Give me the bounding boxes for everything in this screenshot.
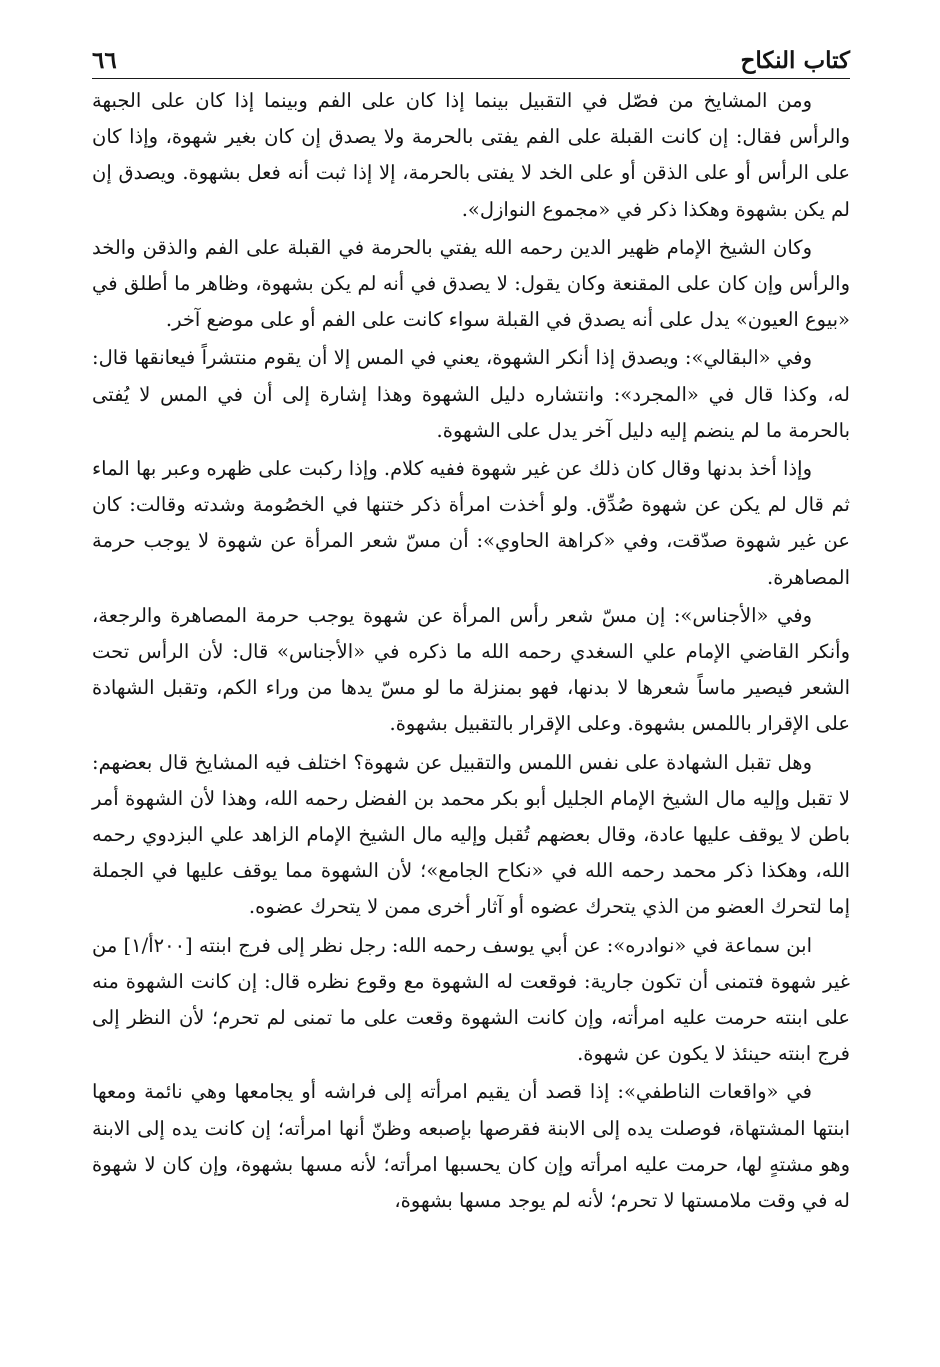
page-header <box>92 30 850 79</box>
page-number: ٦٦ <box>92 47 117 74</box>
paragraph: وكان الشيخ الإمام ظهير الدين رحمه الله يفتي بالحرمة في القبلة على الفم والذقن والخد والرأس وإن كان على المقنعة وكان يقول: لا يصدق في أنه لم يكن بشهوة، وظاهر ما أطلق في «بيوع العيون» يدل على أنه يصدق في القبلة سواء كانت على الفم أو على موضع آخر. <box>92 235 850 332</box>
paragraph: وفي «البقالي»: ويصدق إذا أنكر الشهوة، يعني في المس إلا أن يقوم منتشراً فيعانقها قال: له، وكذا قال في «المجرد»: وانتشاره دليل الشهوة وهذا إشارة إلى أن في المس لا يُفتى بالحرمة ما لم ينضم إليه دليل آخر يدل على الشهوة. <box>92 346 850 442</box>
paragraph: ابن سماعة في «نوادره»: عن أبي يوسف رحمه الله: رجل نظر إلى فرج ابنته [٢٠٠أ/١] من غير شهوة فتمنى أن تكون جارية: فوقعت له الشهوة مع وقوع نظره قال: إن كانت الشهوة منه على ابنته حرمت عليه امرأته، وإن كانت الشهوة وقعت على ما تمنى لم تحرم؛ لأن النظر إلى فرج ابنته حينئذ لا يكون عن شهوة. <box>92 933 850 1066</box>
paragraph: وفي «الأجناس»: إن مسّ شعر رأس المرأة عن شهوة يوجب حرمة المصاهرة والرجعة، وأنكر القاضي الإمام علي السغدي رحمه الله ما ذكره في «الأجناس» قال: لأن الرأس تحت الشعر فيصير ماساً شعرها لا بدنها، فهو بمنزلة ما لو مسّ يدها من وراء الكم، وتقبل الشهادة على الإقرار باللمس بشهوة. وعلى الإقرار بالتقبيل بشهوة. <box>92 603 850 736</box>
page-body <box>92 83 850 1219</box>
running-title: كتاب النكاح <box>740 47 850 74</box>
paragraph: وإذا أخذ بدنها وقال كان ذلك عن غير شهوة ففيه كلام. وإذا ركبت على ظهره وعبر بها الماء ثم قال لم يكن عن شهوة صُدِّق. ولو أخذت امرأة ذكر ختنها في الخصُومة وشدته وقالت: كان عن غير شهوة صدّقت، وفي «كراهة الحاوي»: أن مسّ شعر المرأة عن شهوة لا يوجب حرمة المصاهرة. <box>92 457 850 589</box>
paragraph: في «واقعات الناطفي»: إذا قصد أن يقيم امرأته إلى فراشه أو يجامعها وهي نائمة ومعها ابنتها المشتهاة، فوصلت يده إلى الابنة فقرصها بإصبعه وظنّ أنها امرأته؛ إن كانت يده إلى الابنة وهو مشتهٍ لها، حرمت عليه امرأته وإن كان يحسبها امرأته؛ لأنه مسها بشهوة، وإن كان لا شهوة له في وقت ملامستها لا تحرم؛ لأنه لم يوجد مسها بشهوة، <box>92 1080 850 1213</box>
paragraph: ومن المشايخ من فصّل في التقبيل بينما إذا كان على الفم وبينما إذا كان على الجبهة والرأس فقال: إن كانت القبلة على الفم يفتى بالحرمة ولا يصدق إن كان بغير شهوة، وإذا كان على الرأس أو على الذقن أو على الخد لا يفتى بالحرمة، إلا إذا ثبت أنه فعل بشهوة. ويصدق إن لم يكن بشهوة وهكذا ذكر في «مجموع النوازل». <box>92 89 850 221</box>
paragraph: وهل تقبل الشهادة على نفس اللمس والتقبيل عن شهوة؟ اختلف فيه المشايخ قال بعضهم: لا تقبل وإليه مال الشيخ الإمام الجليل أبو بكر محمد بن الفضل رحمه الله، وهذا لأن الشهوة أمر باطن لا يوقف عليها عادة، وقال بعضهم تُقبل وإليه مال الشيخ الإمام الزاهد علي البزدوي رحمه الله، وهكذا ذكر محمد رحمه الله في «نكاح الجامع»؛ لأن الشهوة مما يوقف عليها في الجملة إما لتحرك العضو من الذي يتحرك عضوه أو آثار أخرى ممن لا يتحرك عضوه. <box>92 750 850 919</box>
